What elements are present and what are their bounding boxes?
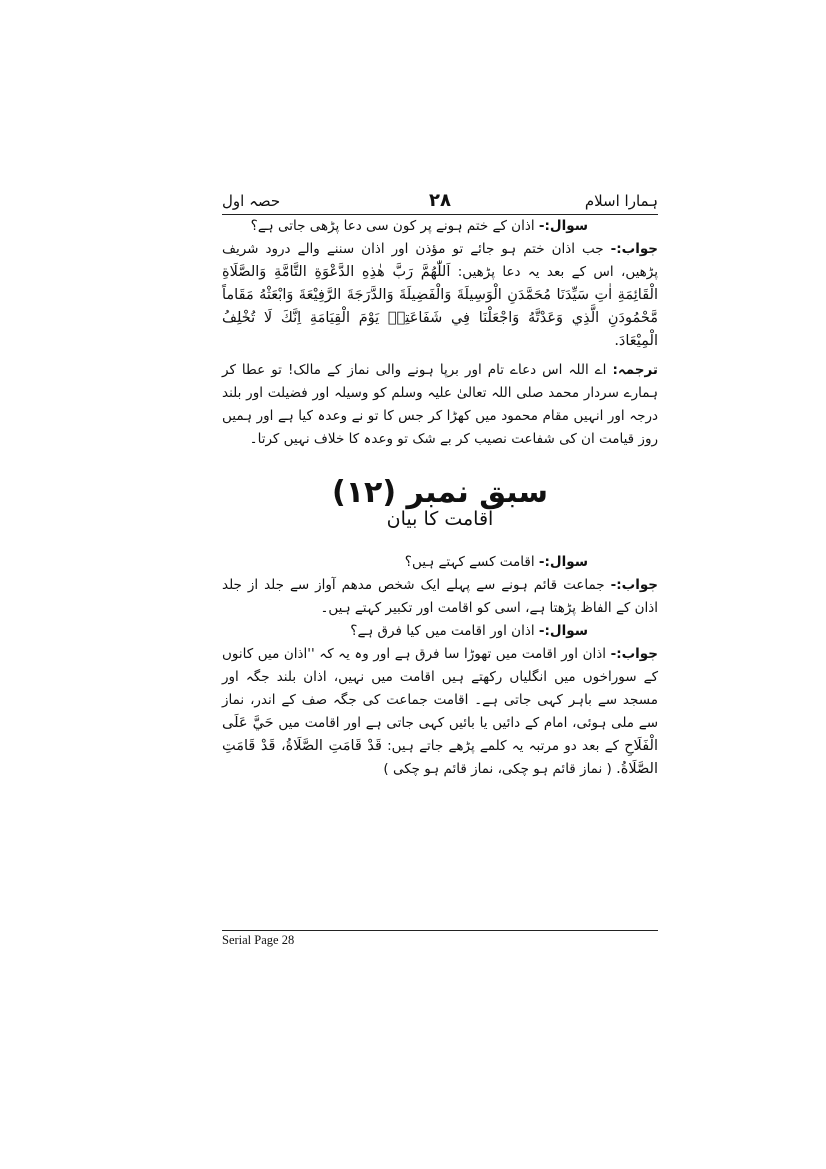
- book-page: [222, 190, 658, 970]
- dua-arabic: اَللّٰهُمَّ رَبَّ هٰذِهِ الدَّعْوَةِ التَّامَّةِ وَالصَّلَاةِ الْقَائِمَةِ اٰتِ سَيِّدَنَا مُحَمَّدَنِ الْوَسِيلَةَ وَالْفَضِيلَةَ وَالدَّرَجَةَ الرَّفِيْعَةَ وَابْعَثْهُ مَقَاماً مَّحْمُودَنِ الَّذِي وَعَدْتَّهُ وَاجْعَلْنَا فِي شَفَاعَتِهٖ يَوْمَ الْقِيَامَةِ اِنَّكَ لَا تُخْلِفُ الْمِيْعَادَ.: [222, 264, 658, 349]
- answer-text: اذان اور اقامت میں تھوڑا سا فرق ہے اور وہ یہ کہ ''اذان میں کانوں کے سوراخوں میں انگلیاں رکھتے ہیں اقامت میں نہیں، اذان بلند جگہ اور مسجد سے باہر کہی جاتی ہے۔ اقامت جماعت کی جگہ صف کے اندر، نماز سے ملی ہوئی، امام کے دائیں یا بائیں کہی جاتی ہے اور اقامت میں: [222, 646, 659, 731]
- question-adhan-dua: [222, 215, 658, 238]
- question-text: اقامت کسے کہتے ہیں؟: [404, 554, 535, 570]
- question-iqamah-definition: [222, 551, 658, 574]
- page-number: ۲۸: [429, 190, 451, 211]
- translation-label: ترجمہ:: [612, 362, 658, 378]
- answer-text: جماعت قائم ہونے سے پہلے ایک شخص مدھم آواز سے جلد از جلد اذان کے الفاظ پڑھتا ہے، اسی کو اقامت اور تکبیر کہتے ہیں۔: [222, 577, 658, 616]
- volume-label: حصہ اول: [222, 192, 281, 210]
- page-content: [222, 215, 658, 781]
- answer-label: جواب:-: [610, 241, 659, 257]
- answer-text: جب اذان ختم ہو جائے تو مؤذن اور اذان سننے والے درود شریف پڑھیں، اس کے بعد یہ دعا پڑھیں:: [222, 241, 658, 280]
- translation-text: اے اللہ اس دعاے تام اور برپا ہونے والی نماز کے مالک! تو عطا کر ہمارے سردار محمد صلی اللہ تعالیٰ علیہ وسلم کو وسیلہ اور فضیلت اور بلند درجہ اور انہیں مقام محمود میں کھڑا کر جس کا تو نے وعدہ کیا ہے اور ہمیں روز قیامت ان کی شفاعت نصیب کر بے شک تو وعدہ کا خلاف نہیں کرتا۔: [222, 362, 658, 447]
- answer-adhan-iqamah-difference: [222, 643, 658, 781]
- arabic-phrase: حَيَّ عَلَى الْفَلَاحِ: [222, 715, 658, 754]
- question-adhan-iqamah-difference: [222, 620, 658, 643]
- translation: [222, 359, 658, 451]
- lesson-subtitle: اقامت کا بیان: [386, 508, 494, 530]
- answer-adhan-dua: [222, 238, 658, 353]
- answer-iqamah-definition: [222, 574, 658, 620]
- question-text: اذان کے ختم ہونے پر کون سی دعا پڑھی جاتی ہے؟: [250, 218, 535, 234]
- question-label: سوال:-: [538, 218, 588, 234]
- question-text: اذان اور اقامت میں کیا فرق ہے؟: [350, 623, 535, 639]
- answer-label: جواب:-: [610, 577, 659, 593]
- answer-text-continued: کے بعد دو مرتبہ یہ کلمے پڑھے جاتے ہیں:: [387, 738, 619, 754]
- book-title: ہمارا اسلام: [584, 192, 658, 210]
- page-footer: [222, 930, 658, 948]
- arabic-iqamah-words: قَدْ قَامَتِ الصَّلَاةُ، قَدْ قَامَتِ الصَّلَاةُ.: [222, 738, 658, 777]
- serial-page: Serial Page 28: [222, 933, 295, 947]
- page-header: [222, 190, 658, 214]
- answer-label: جواب:-: [610, 646, 658, 662]
- question-label: سوال:-: [538, 554, 588, 570]
- question-label: سوال:-: [538, 623, 588, 639]
- footer-rule: [222, 930, 658, 931]
- iqamah-translation: ( نماز قائم ہو چکی، نماز قائم ہو چکی ): [383, 761, 612, 777]
- lesson-title: سبق نمبر (۱۲): [331, 475, 549, 510]
